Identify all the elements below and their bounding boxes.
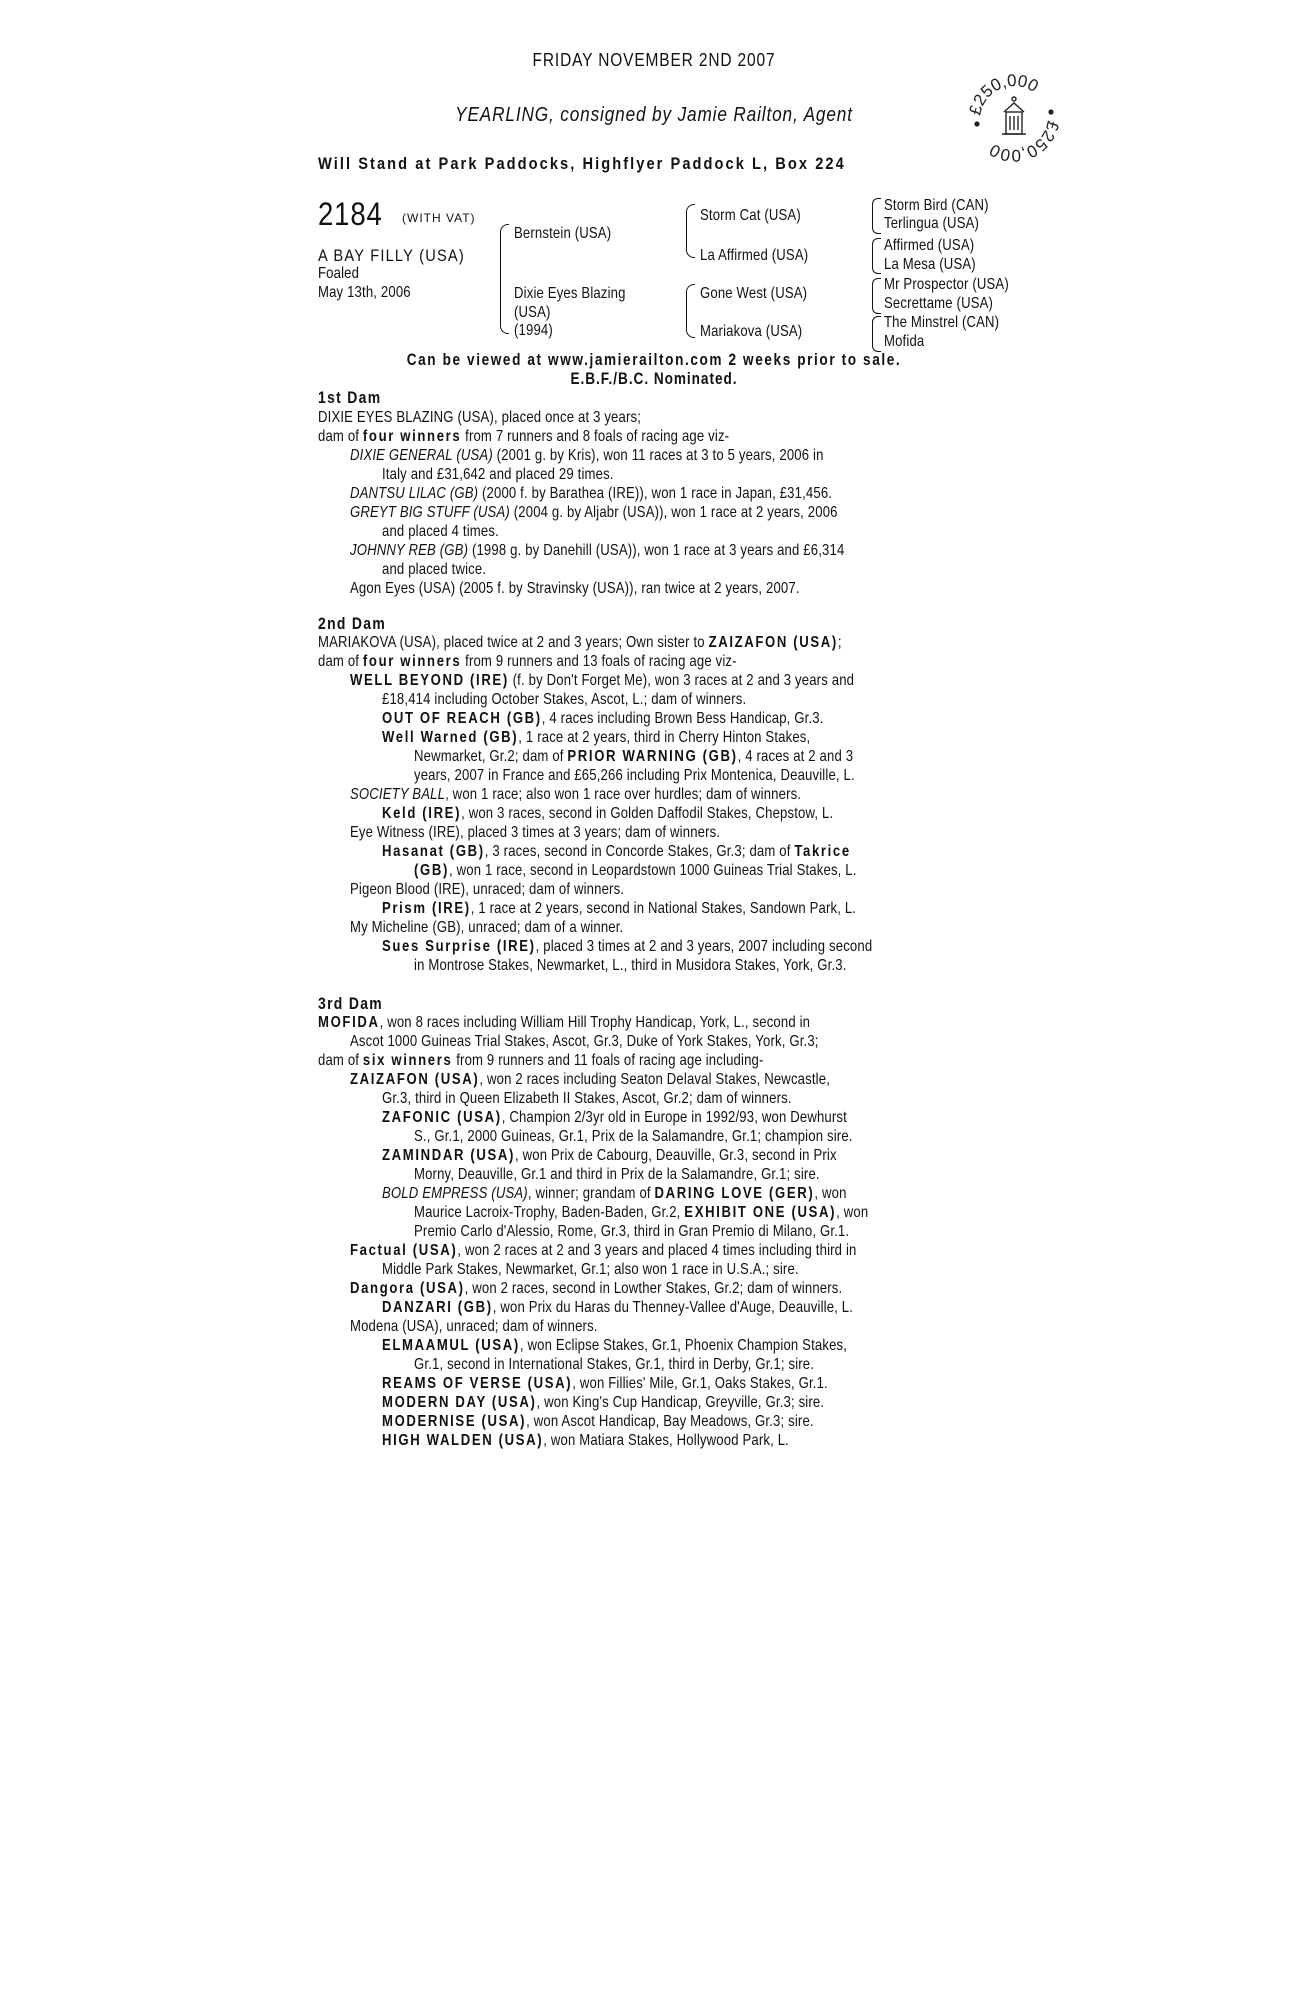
first-dam-heading: 1st Dam xyxy=(318,388,382,407)
great-granddam-4: Mofida xyxy=(884,333,925,350)
modern-day: MODERN DAY (USA), won King's Cup Handicap, Greyville, Gr.3; sire. xyxy=(382,1394,825,1411)
pedigree-brace-3c xyxy=(872,278,881,314)
lot-number: 2184 xyxy=(318,196,383,232)
keld: Keld (IRE), won 3 races, second in Golden Daffodil Stakes, Chepstow, L. xyxy=(382,805,834,822)
produce-2: DANTSU LILAC (GB) (2000 f. by Barathea (IRE)), won 1 race in Japan, £31,456. xyxy=(350,485,833,502)
bold-empress-cont: Maurice Lacroix-Trophy, Baden-Baden, Gr.2, EXHIBIT ONE (USA), won xyxy=(414,1204,869,1221)
great-granddam-3: Secrettame (USA) xyxy=(884,295,994,312)
pedigree-brace-3a xyxy=(872,198,881,234)
second-dam-line: MARIAKOVA (USA), placed twice at 2 and 3 years; Own sister to ZAIZAFON (USA); xyxy=(318,634,842,651)
hasanat-cont: (GB), won 1 race, second in Leopardstown 1000 Guineas Trial Stakes, L. xyxy=(414,862,857,879)
eye-witness: Eye Witness (IRE), placed 3 times at 3 years; dam of winners. xyxy=(350,824,721,841)
elmaamul: ELMAAMUL (USA), won Eclipse Stakes, Gr.1, Phoenix Champion Stakes, xyxy=(382,1337,848,1354)
produce-3-cont: and placed 4 times. xyxy=(382,523,499,540)
svg-text:£250,000 xyxy=(986,119,1060,164)
third-dam-heading: 3rd Dam xyxy=(318,994,383,1013)
viewing-note: Can be viewed at www.jamierailton.com 2 weeks prior to sale. xyxy=(406,350,902,369)
zamindar: ZAMINDAR (USA), won Prix de Cabourg, Deauville, Gr.3, second in Prix xyxy=(382,1147,837,1164)
modernise: MODERNISE (USA), won Ascot Handicap, Bay Meadows, Gr.3; sire. xyxy=(382,1413,814,1430)
sale-date: FRIDAY NOVEMBER 2ND 2007 xyxy=(532,50,776,70)
high-walden: HIGH WALDEN (USA), won Matiara Stakes, Hollywood Park, L. xyxy=(382,1432,790,1449)
seal-building-icon xyxy=(1002,97,1026,134)
dam-name-line1: Dixie Eyes Blazing xyxy=(514,285,626,302)
great-grandsire-4: The Minstrel (CAN) xyxy=(884,314,1000,331)
well-warned-cont2: years, 2007 in France and £65,266 including Prix Montenica, Deauville, L. xyxy=(414,767,855,784)
grandsire-2: Gone West (USA) xyxy=(700,285,808,302)
produce-5: Agon Eyes (USA) (2005 f. by Stravinsky (USA)), ran twice at 2 years, 2007. xyxy=(350,580,800,597)
well-warned-cont: Newmarket, Gr.2; dam of PRIOR WARNING (GB), 4 races at 2 and 3 xyxy=(414,748,854,765)
lot-description: A BAY FILLY (USA) xyxy=(318,246,465,265)
hasanat: Hasanat (GB), 3 races, second in Concorde Stakes, Gr.3; dam of Takrice xyxy=(382,843,851,860)
sues-surprise: Sues Surprise (IRE), placed 3 times at 2 and 3 years, 2007 including second xyxy=(382,938,873,955)
society-ball: SOCIETY BALL, won 1 race; also won 1 race over hurdles; dam of winners. xyxy=(350,786,802,803)
modena: Modena (USA), unraced; dam of winners. xyxy=(350,1318,598,1335)
pedigree-brace-2a xyxy=(686,204,695,258)
well-beyond: WELL BEYOND (IRE) (f. by Don't Forget Me), won 3 races at 2 and 3 years and xyxy=(350,672,855,689)
produce-1-cont: Italy and £31,642 and placed 29 times. xyxy=(382,466,614,483)
pedigree-brace-2b xyxy=(686,284,695,338)
reams-of-verse: REAMS OF VERSE (USA), won Fillies' Mile, Gr.1, Oaks Stakes, Gr.1. xyxy=(382,1375,828,1392)
bold-empress-cont2: Premio Carlo d'Alessio, Rome, Gr.3, third in Gran Premio di Milano, Gr.1. xyxy=(414,1223,850,1240)
great-grandsire-2: Affirmed (USA) xyxy=(884,237,975,254)
mofida: MOFIDA, won 8 races including William Hill Trophy Handicap, York, L., second in xyxy=(318,1014,811,1031)
out-of-reach: OUT OF REACH (GB), 4 races including Brown Bess Handicap, Gr.3. xyxy=(382,710,824,727)
great-granddam-1: Terlingua (USA) xyxy=(884,215,980,232)
seal-text-top: 250,000 xyxy=(969,72,1042,109)
great-granddam-2: La Mesa (USA) xyxy=(884,256,976,273)
pedigree-brace-3b xyxy=(872,238,881,274)
sire-name: Bernstein (USA) xyxy=(514,225,612,242)
granddam-1: La Affirmed (USA) xyxy=(700,247,809,264)
danzari: DANZARI (GB), won Prix du Haras du Thenney-Vallee d'Auge, Deauville, L. xyxy=(382,1299,854,1316)
produce-3: GREYT BIG STUFF (USA) (2004 g. by Aljabr (USA)), won 1 race at 2 years, 2006 xyxy=(350,504,838,521)
dangora: Dangora (USA), won 2 races, second in Lowther Stakes, Gr.2; dam of winners. xyxy=(350,1280,843,1297)
pedigree-brace-3d xyxy=(872,316,881,352)
grandsire-1: Storm Cat (USA) xyxy=(700,207,801,224)
produce-1: DIXIE GENERAL (USA) (2001 g. by Kris), won 11 races at 3 to 5 years, 2006 in xyxy=(350,447,824,464)
zamindar-cont: Morny, Deauville, Gr.1 and third in Prix de la Salamandre, Gr.1; sire. xyxy=(414,1166,820,1183)
factual-cont: Middle Park Stakes, Newmarket, Gr.1; also won 1 race in U.S.A.; sire. xyxy=(382,1261,799,1278)
sues-surprise-cont: in Montrose Stakes, Newmarket, L., third in Musidora Stakes, York, Gr.3. xyxy=(414,957,847,974)
granddam-2: Mariakova (USA) xyxy=(700,323,803,340)
great-grandsire-3: Mr Prospector (USA) xyxy=(884,276,1009,293)
great-grandsire-1: Storm Bird (CAN) xyxy=(884,197,989,214)
zaizafon-cont: Gr.3, third in Queen Elizabeth II Stakes, Ascot, Gr.2; dam of winners. xyxy=(382,1090,792,1107)
nomination-note: E.B.F./B.C. Nominated. xyxy=(570,369,738,388)
mofida-cont: Ascot 1000 Guineas Trial Stakes, Ascot, Gr.3, Duke of York Stakes, York, Gr.3; xyxy=(350,1033,819,1050)
first-dam-summary: dam of four winners from 7 runners and 8 foals of racing age viz- xyxy=(318,428,730,445)
foaled-date: May 13th, 2006 xyxy=(318,284,411,301)
price-seal-stamp xyxy=(968,72,1060,164)
first-dam-line: DIXIE EYES BLAZING (USA), placed once at 3 years; xyxy=(318,409,642,426)
seal-text-bottom: 250,000 xyxy=(986,127,1059,164)
vat-note: (WITH VAT) xyxy=(402,211,476,225)
second-dam-summary: dam of four winners from 9 runners and 13 foals of racing age viz- xyxy=(318,653,737,670)
produce-4-cont: and placed twice. xyxy=(382,561,487,578)
pigeon-blood: Pigeon Blood (IRE), unraced; dam of winners. xyxy=(350,881,625,898)
third-dam-summary: dam of six winners from 9 runners and 11 foals of racing age including- xyxy=(318,1052,764,1069)
produce-4: JOHNNY REB (GB) (1998 g. by Danehill (USA)), won 1 race at 3 years and £6,314 xyxy=(350,542,845,559)
bold-empress: BOLD EMPRESS (USA), winner; grandam of DARING LOVE (GER), won xyxy=(382,1185,847,1202)
well-beyond-cont: £18,414 including October Stakes, Ascot, L.; dam of winners. xyxy=(382,691,747,708)
my-micheline: My Micheline (GB), unraced; dam of a winner. xyxy=(350,919,624,936)
foaled-label: Foaled xyxy=(318,265,360,282)
stand-location: Will Stand at Park Paddocks, Highflyer Paddock L, Box 224 xyxy=(318,154,846,173)
zafonic-cont: S., Gr.1, 2000 Guineas, Gr.1, Prix de la Salamandre, Gr.1; champion sire. xyxy=(414,1128,853,1145)
consignor-line: YEARLING, consigned by Jamie Railton, Agent xyxy=(455,104,853,126)
zaizafon: ZAIZAFON (USA), won 2 races including Seaton Delaval Stakes, Newcastle, xyxy=(350,1071,831,1088)
pedigree-brace-1 xyxy=(500,224,509,334)
svg-text:£250,000 xyxy=(968,72,1042,117)
dam-name-line2: (USA) xyxy=(514,304,551,321)
zafonic: ZAFONIC (USA), Champion 2/3yr old in Europe in 1992/93, won Dewhurst xyxy=(382,1109,847,1126)
factual: Factual (USA), won 2 races at 2 and 3 years and placed 4 times including third in xyxy=(350,1242,857,1259)
dam-name-line3: (1994) xyxy=(514,322,553,339)
second-dam-heading: 2nd Dam xyxy=(318,614,387,633)
prism: Prism (IRE), 1 race at 2 years, second in National Stakes, Sandown Park, L. xyxy=(382,900,857,917)
elmaamul-cont: Gr.1, second in International Stakes, Gr.1, third in Derby, Gr.1; sire. xyxy=(414,1356,815,1373)
well-warned: Well Warned (GB), 1 race at 2 years, third in Cherry Hinton Stakes, xyxy=(382,729,811,746)
